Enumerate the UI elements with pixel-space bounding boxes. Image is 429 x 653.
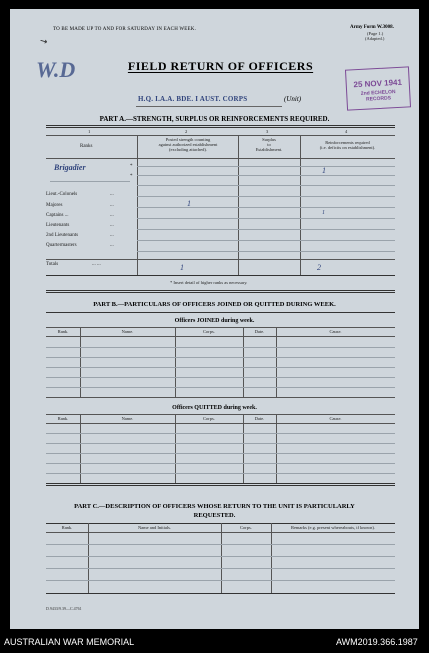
col-divider [271, 523, 272, 593]
fill-line [137, 218, 395, 219]
col-num-4: 4 [345, 129, 348, 134]
quitted-col-date: Date. [254, 416, 265, 421]
fill-line [46, 433, 395, 434]
rule [46, 125, 395, 126]
col-divider [137, 136, 138, 275]
top-note: TO BE MADE UP TO AND FOR SATURDAY IN EACH WEEK. [53, 27, 197, 32]
rank-dots: ... [110, 233, 114, 238]
col-reinf-line: Reinforcements required [325, 140, 370, 145]
col-posted [138, 137, 238, 152]
joined-title: Officers JOINED during week. [174, 318, 255, 324]
c-col-name: Name and Initials. [137, 525, 172, 530]
rule [46, 336, 395, 337]
footer-accession: AWM2019.366.1987 [336, 637, 418, 647]
rule [46, 397, 395, 398]
footer-credit: AUSTRALIAN WAR MEMORIAL [4, 637, 135, 647]
rank-brigadier: Brigadier [54, 163, 86, 172]
rule [46, 135, 395, 136]
page-number: (Page 1.) [367, 31, 384, 36]
rank-label: Lieutenants [46, 223, 70, 228]
rule [46, 312, 395, 313]
part-c-heading: PART C.—DESCRIPTION OF OFFICERS WHOSE RETURN TO THE UNIT IS PARTICULARLY [74, 503, 355, 510]
rank-label: 2nd Lieutenants [46, 233, 79, 238]
brigadier-reinforcements: 1 [322, 166, 326, 175]
quitted-col-corps: Corps. [203, 416, 215, 421]
fill-line [137, 185, 395, 186]
date-stamp [345, 66, 411, 110]
stamp-records: RECORDS [365, 95, 392, 103]
rank-dots: ... [110, 203, 114, 208]
rule [46, 292, 395, 293]
stamp-date: 25 NOV 1941 [353, 77, 403, 90]
totals-dots: ... ... [92, 262, 101, 267]
joined-col-cause: Cause. [329, 329, 342, 334]
col-surplus [238, 137, 300, 152]
fill-line [46, 463, 395, 464]
rank-dots: ... [110, 213, 114, 218]
fill-line [46, 580, 395, 581]
totals-label: Totals [46, 262, 59, 267]
col-num-2: 2 [185, 129, 188, 134]
edition-note: (Adapted.) [365, 36, 385, 41]
fill-line [137, 175, 395, 176]
footnote: * Insert detail of higher ranks as necessary. [170, 280, 248, 285]
form-number: Army Form W.3008. [350, 25, 394, 30]
fill-line [137, 229, 395, 230]
margin-note: W.D [36, 57, 76, 82]
c-col-remarks: Remarks (e.g. present whereabouts, if known). [290, 525, 376, 530]
part-b-heading: PART B.—PARTICULARS OF OFFICERS JOINED OR QUITTED DURING WEEK. [93, 301, 336, 308]
captains-reinforcements: 1 [322, 210, 325, 216]
col-reinf-line: (i.e. deficits on establishment). [319, 145, 376, 150]
col-posted-line: Posted strength counting [165, 137, 211, 142]
majors-posted: 1 [187, 199, 191, 208]
col-divider [221, 523, 222, 593]
fill-line [46, 453, 395, 454]
unit-name: H.Q. I.A.A. BDE. I AUST. CORPS [138, 95, 248, 103]
rule [46, 483, 395, 484]
total-reinforcements: 2 [317, 263, 321, 272]
fill-line [137, 166, 395, 167]
unit-label: (Unit) [284, 95, 302, 103]
part-a-heading: PART A.—STRENGTH, SURPLUS OR REINFORCEMENTS REQUIRED. [99, 115, 330, 123]
fill-line [46, 357, 395, 358]
c-col-rank: Rank. [61, 525, 73, 530]
quitted-col-cause: Cause. [329, 416, 342, 421]
rank-label: Quartermasters [46, 243, 77, 248]
fill-line [50, 181, 130, 182]
quitted-col-name: Name. [121, 416, 134, 421]
joined-col-date: Date. [254, 329, 265, 334]
col-num-1: 1 [88, 129, 91, 134]
col-num-3: 3 [266, 129, 269, 134]
stamp-echelon: 2nd ECHELON [360, 89, 396, 97]
asterisk: * [130, 164, 133, 169]
rule [46, 127, 395, 128]
rule [46, 423, 395, 424]
rule [46, 275, 395, 276]
unit-underline [136, 106, 282, 107]
rule [46, 290, 395, 291]
part-c-heading-2: REQUESTED. [193, 512, 236, 519]
rank-label: Lieut.-Colonels [46, 192, 78, 197]
rank-dots: ... [110, 223, 114, 228]
quitted-title: Officers QUITTED during week. [172, 405, 257, 411]
fill-line [46, 544, 395, 545]
rule [46, 158, 395, 159]
rank-label: Captains ... [46, 213, 69, 218]
total-posted: 1 [180, 263, 184, 272]
form-sheet [10, 9, 419, 629]
asterisk: * [130, 174, 133, 179]
joined-col-rank: Rank. [57, 329, 69, 334]
joined-col-corps: Corps. [203, 329, 215, 334]
rule [46, 414, 395, 415]
tick-mark: ↘ [37, 34, 50, 48]
col-reinforcements [300, 140, 395, 150]
rule [46, 485, 395, 486]
fill-line [137, 240, 395, 241]
col-divider [300, 136, 301, 275]
col-ranks: Ranks [80, 144, 93, 149]
rule [46, 327, 395, 328]
fill-line [137, 196, 395, 197]
col-surplus-line: to [267, 142, 271, 147]
quitted-col-rank: Rank. [57, 416, 69, 421]
rank-dots: ... [110, 243, 114, 248]
fill-line [46, 367, 395, 368]
fill-line [46, 556, 395, 557]
fill-line [137, 207, 395, 208]
col-divider [238, 136, 239, 275]
fill-line [46, 568, 395, 569]
joined-col-name: Name. [121, 329, 134, 334]
col-posted-line: (excluding attached). [169, 147, 207, 152]
print-code: D.9433/9.39—C.4761 [46, 606, 82, 611]
rule [46, 593, 395, 594]
fill-line [46, 443, 395, 444]
col-divider [88, 523, 89, 593]
rule [46, 259, 395, 260]
fill-line [46, 377, 395, 378]
fill-line [46, 347, 395, 348]
col-surplus-line: Establishment. [255, 147, 283, 152]
col-surplus-line: Surplus [262, 137, 276, 142]
rank-label: Majores [46, 203, 63, 208]
form-title: FIELD RETURN OF OFFICERS [127, 59, 314, 73]
fill-line [137, 251, 395, 252]
rank-dots: ... [110, 192, 114, 197]
fill-line [46, 473, 395, 474]
col-posted-line: against authorized establishment [158, 142, 218, 147]
fill-line [46, 387, 395, 388]
c-col-corps: Corps. [240, 525, 252, 530]
